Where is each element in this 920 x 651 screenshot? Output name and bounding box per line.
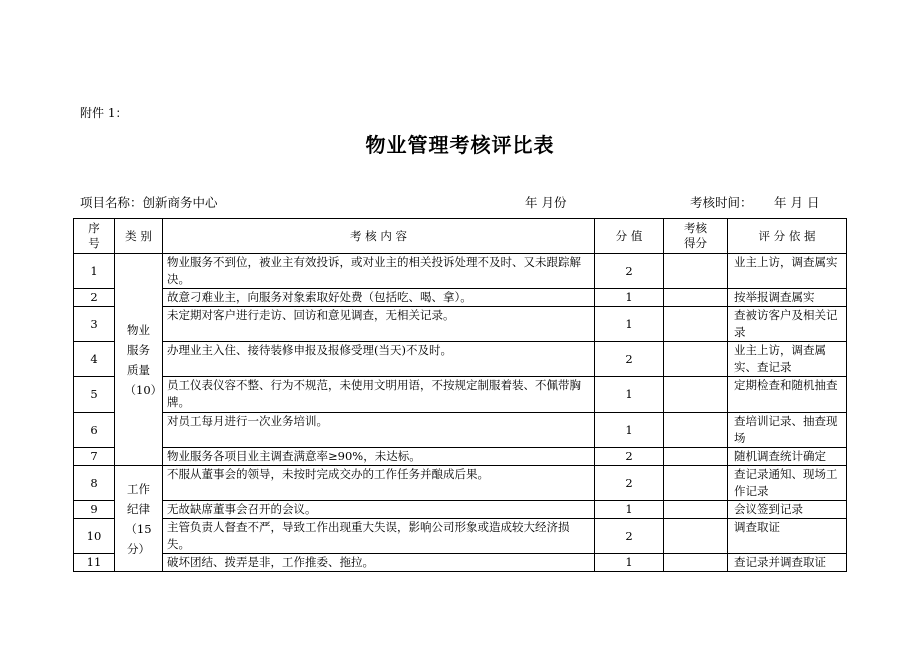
row-basis: 业主上访，调查属实、查记录 [728, 342, 847, 377]
row-got-score[interactable] [664, 519, 728, 554]
row-content: 故意刁难业主，向服务对象索取好处费（包括吃、喝、拿）。 [163, 289, 595, 307]
row-content: 主管负责人督查不严，导致工作出现重大失误，影响公司形象或造成较大经济损失。 [163, 519, 595, 554]
row-content: 物业服务各项目业主调查满意率≥90%，未达标。 [163, 448, 595, 466]
row-content: 破坏团结、拨弄是非，工作推委、拖拉。 [163, 554, 595, 572]
row-got-score[interactable] [664, 554, 728, 572]
row-seq: 11 [74, 554, 115, 572]
header-got-score: 考核得分 [664, 219, 728, 254]
row-content: 对员工每月进行一次业务培训。 [163, 413, 595, 448]
row-basis: 会议签到记录 [728, 501, 847, 519]
page-title: 物业管理考核评比表 [365, 133, 555, 157]
row-got-score[interactable] [664, 307, 728, 342]
header-seq: 序号 [74, 219, 115, 254]
row-basis: 业主上访，调查属实 [728, 254, 847, 289]
month-field: 年 月份 [525, 195, 567, 210]
table-row [74, 554, 847, 572]
row-got-score[interactable] [664, 501, 728, 519]
row-content: 无故缺席董事会召开的会议。 [163, 501, 595, 519]
row-basis: 随机调查统计确定 [728, 448, 847, 466]
table-row [74, 307, 847, 342]
row-got-score[interactable] [664, 413, 728, 448]
table-row [74, 377, 847, 413]
row-got-score[interactable] [664, 377, 728, 413]
exam-time-label: 考核时间： [690, 195, 753, 210]
header-category: 类 别 [115, 219, 163, 254]
table-row [74, 519, 847, 554]
table-row [74, 501, 847, 519]
row-seq: 2 [74, 289, 115, 307]
row-seq: 3 [74, 307, 115, 342]
row-basis: 调查取证 [728, 519, 847, 554]
table-row [74, 448, 847, 466]
row-seq: 7 [74, 448, 115, 466]
table-row [74, 466, 847, 501]
table-row [74, 413, 847, 448]
row-score: 1 [595, 289, 664, 307]
row-seq: 5 [74, 377, 115, 413]
row-got-score[interactable] [664, 466, 728, 501]
row-score: 1 [595, 554, 664, 572]
row-score: 2 [595, 466, 664, 501]
row-score: 2 [595, 448, 664, 466]
row-basis: 查记录并调查取证 [728, 554, 847, 572]
table-row [74, 254, 847, 289]
category-work-discipline: 工作纪律（15分） [115, 466, 163, 572]
row-basis: 按举报调查属实 [728, 289, 847, 307]
evaluation-table [73, 218, 847, 572]
row-got-score[interactable] [664, 342, 728, 377]
row-seq: 9 [74, 501, 115, 519]
row-score: 1 [595, 307, 664, 342]
attachment-label: 附件 1： [80, 106, 128, 120]
row-basis: 定期检查和随机抽查 [728, 377, 847, 413]
category-service-quality: 物业服务质量（10） [115, 254, 163, 466]
project-name: 项目名称：创新商务中心 [80, 195, 218, 210]
header-content: 考 核 内 容 [163, 219, 595, 254]
row-score: 2 [595, 519, 664, 554]
row-got-score[interactable] [664, 289, 728, 307]
row-content: 员工仪表仪容不整、行为不规范，未使用文明用语，不按规定制服着装、不佩带胸牌。 [163, 377, 595, 413]
row-content: 物业服务不到位，被业主有效投诉，或对业主的相关投诉处理不及时、又未跟踪解决。 [163, 254, 595, 289]
row-seq: 10 [74, 519, 115, 554]
row-score: 2 [595, 254, 664, 289]
table-row [74, 342, 847, 377]
row-content: 未定期对客户进行走访、回访和意见调查，无相关记录。 [163, 307, 595, 342]
header-score: 分 值 [595, 219, 664, 254]
row-score: 1 [595, 501, 664, 519]
row-score: 1 [595, 377, 664, 413]
row-score: 1 [595, 413, 664, 448]
row-seq: 8 [74, 466, 115, 501]
row-content: 不服从董事会的领导，未按时完成交办的工作任务并酿成后果。 [163, 466, 595, 501]
row-basis: 查记录通知、现场工作记录 [728, 466, 847, 501]
row-score: 2 [595, 342, 664, 377]
row-basis: 查培训记录、抽查现场 [728, 413, 847, 448]
row-content: 办理业主入住、接待装修申报及报修受理(当天)不及时。 [163, 342, 595, 377]
table-header-row [74, 219, 847, 254]
row-basis: 查被访客户及相关记录 [728, 307, 847, 342]
table-row [74, 289, 847, 307]
header-basis: 评 分 依 据 [728, 219, 847, 254]
row-got-score[interactable] [664, 254, 728, 289]
row-got-score[interactable] [664, 448, 728, 466]
row-seq: 4 [74, 342, 115, 377]
exam-date-field: 年 月 日 [774, 195, 820, 210]
row-seq: 6 [74, 413, 115, 448]
row-seq: 1 [74, 254, 115, 289]
